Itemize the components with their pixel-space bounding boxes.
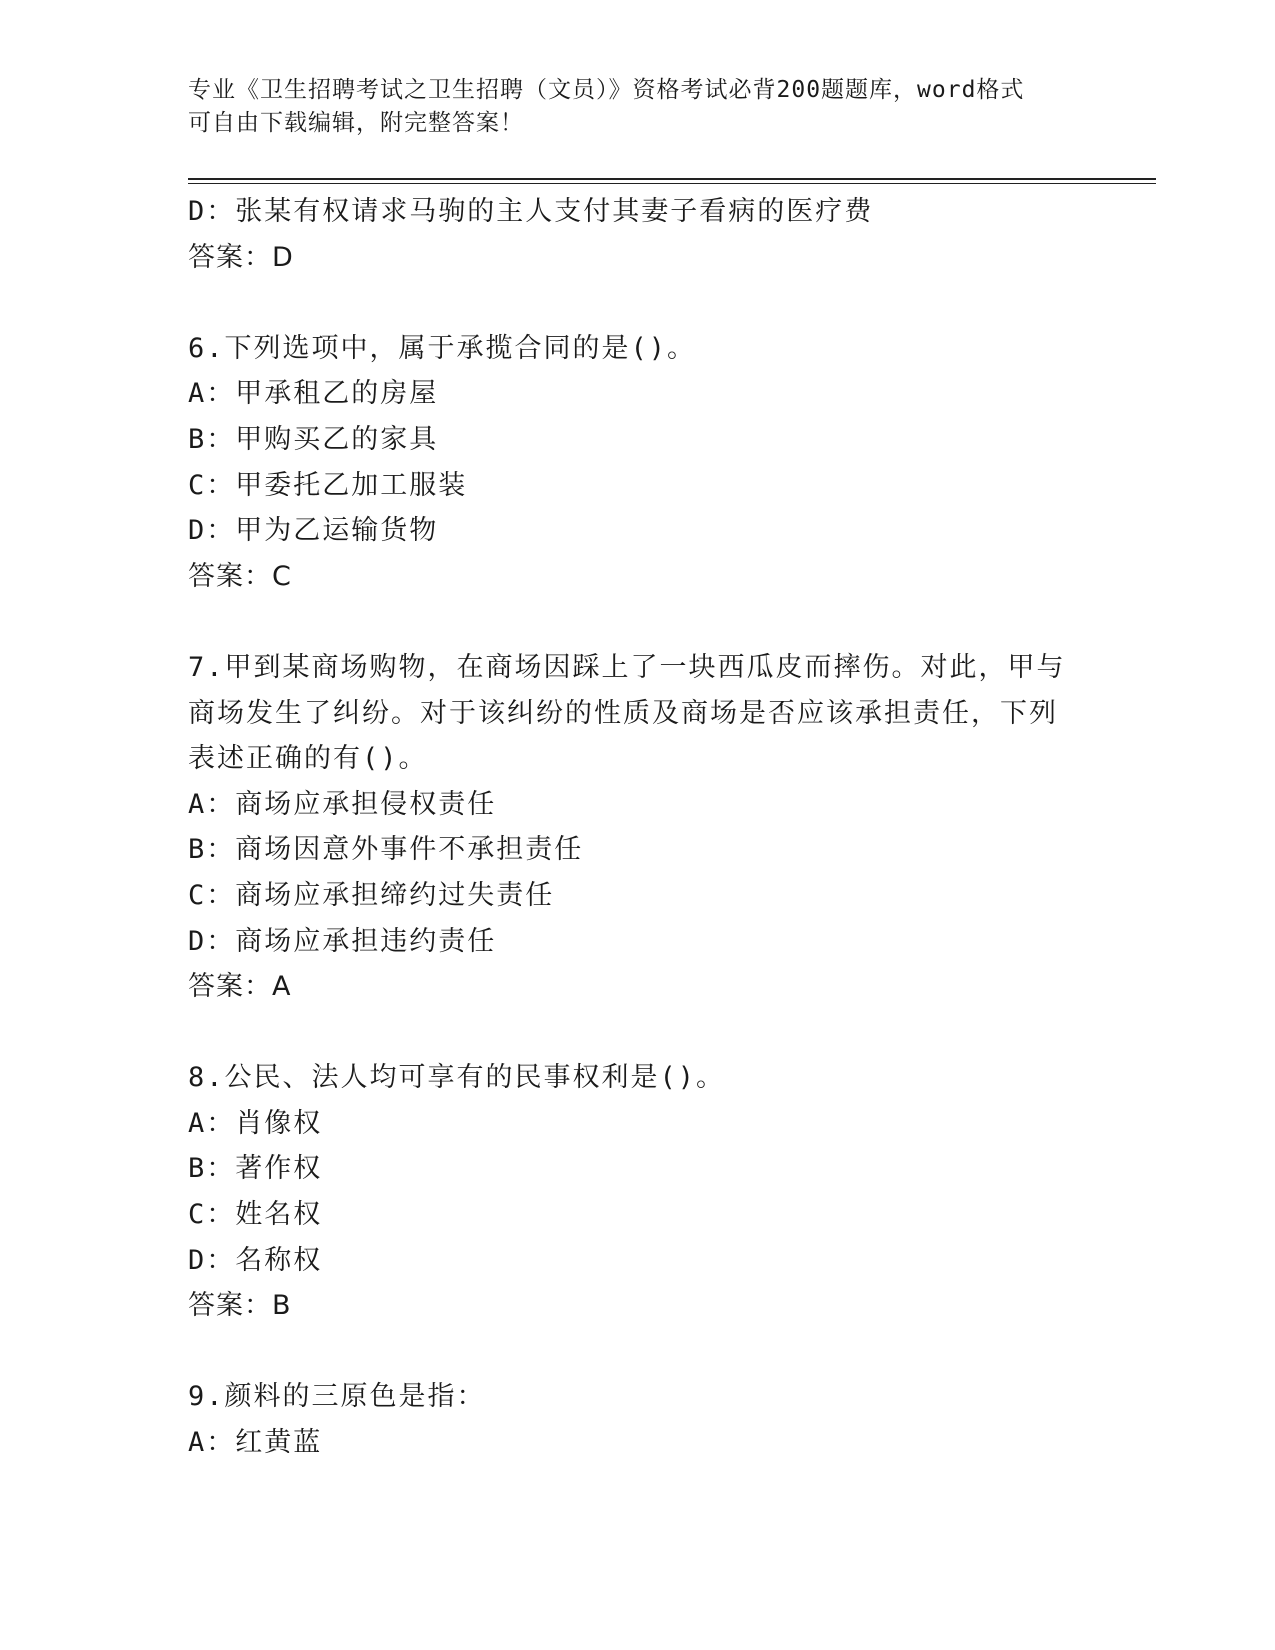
option-d: D：商场应承担违约责任: [188, 925, 497, 957]
option-c: C：姓名权: [188, 1199, 323, 1231]
spacer: [188, 280, 1068, 326]
header-line-1: 专业《卫生招聘考试之卫生招聘（文员）》资格考试必背200题题库，word格式: [188, 77, 1025, 103]
header-divider-thin: [188, 183, 1156, 184]
answer-line: 答案：D: [188, 241, 294, 273]
option-a: A：商场应承担侵权责任: [188, 788, 497, 820]
spacer: [188, 1329, 1068, 1375]
option-d: D：甲为乙运输货物: [188, 515, 439, 547]
answer-line: 答案：A: [188, 971, 292, 1003]
option-b: B：甲购买乙的家具: [188, 423, 439, 455]
question-stem-line-2: 商场发生了纠纷。对于该纠纷的性质及商场是否应该承担责任，下列: [188, 697, 1058, 729]
option-d: D：名称权: [188, 1244, 323, 1276]
option-a: A：肖像权: [188, 1107, 323, 1139]
question-stem: 9.颜料的三原色是指：: [188, 1381, 486, 1413]
option-c: C：甲委托乙加工服装: [188, 469, 468, 501]
question-list: [188, 189, 1068, 1466]
option-a: A：红黄蓝: [188, 1427, 323, 1459]
option-d: D：张某有权请求马驹的主人支付其妻子看病的医疗费: [188, 196, 874, 227]
question-stem-line-3: 表述正确的有()。: [188, 743, 428, 775]
option-a: A：甲承租乙的房屋: [188, 378, 439, 410]
option-b: B：商场因意外事件不承担责任: [188, 834, 584, 866]
document-header: [188, 74, 1068, 140]
spacer: [188, 1010, 1068, 1056]
answer-line: 答案：B: [188, 1290, 292, 1322]
spacer: [188, 599, 1068, 645]
header-divider-thick: [188, 178, 1156, 180]
option-c: C：商场应承担缔约过失责任: [188, 879, 555, 911]
question-8: [188, 1055, 1068, 1329]
header-line-2: 可自由下载编辑，附完整答案！: [188, 110, 524, 136]
question-9: [188, 1374, 1068, 1465]
question-stem-line-1: 7.甲到某商场购物，在商场因踩上了一块西瓜皮而摔伤。对此，甲与: [188, 651, 1066, 683]
question-6: [188, 326, 1068, 600]
previous-question-tail: [188, 189, 1068, 280]
question-7: [188, 645, 1068, 1010]
question-stem: 8.公民、法人均可享有的民事权利是()。: [188, 1062, 726, 1094]
answer-line: 答案：C: [188, 560, 292, 592]
option-b: B：著作权: [188, 1153, 323, 1185]
question-stem: 6.下列选项中，属于承揽合同的是()。: [188, 332, 697, 364]
